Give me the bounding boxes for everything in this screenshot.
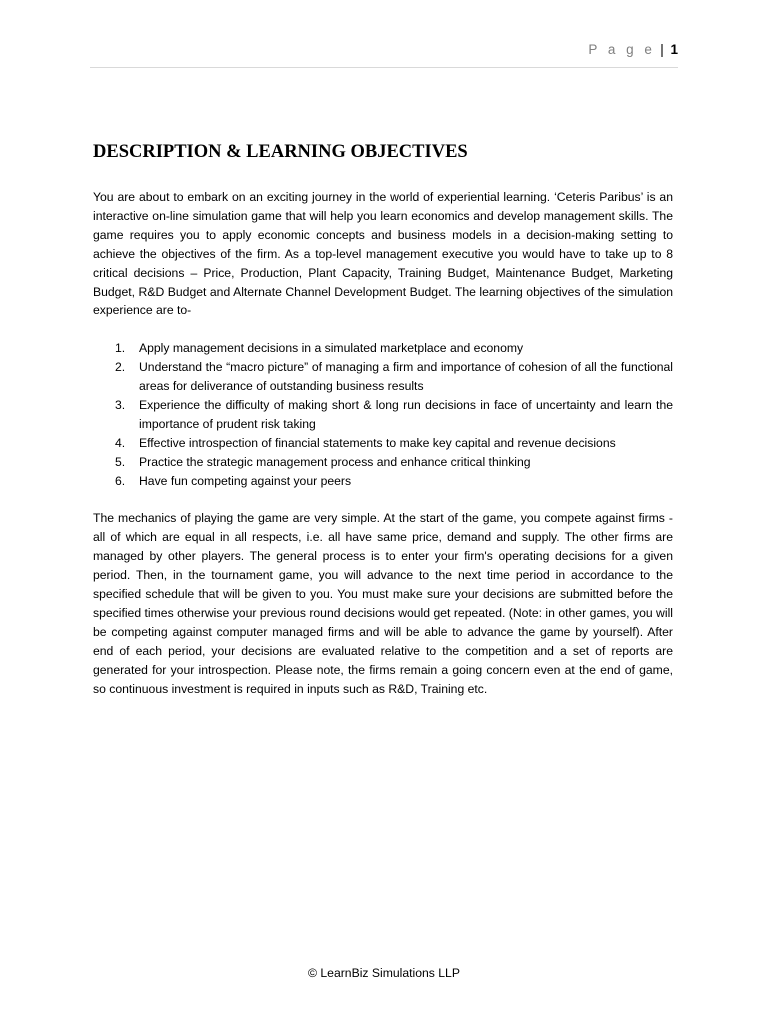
- objectives-list: [93, 339, 673, 490]
- intro-paragraph: You are about to embark on an exciting journey in the world of experiential learning. ‘Ceteris Paribus’ is an interactive on-line simulation game that will help you learn economics and develop management skills. The game requires you to apply economic concepts and business models in a decision-making setting to achieve the objectives of the firm. As a top-level management executive you would have to take up to 8 critical decisions – Price, Production, Plant Capacity, Training Budget, Maintenance Budget, Marketing Budget, R&D Budget and Alternate Channel Development Budget. The learning objectives of the simulation experience are to-: [93, 190, 673, 318]
- page-title: DESCRIPTION & LEARNING OBJECTIVES: [93, 142, 468, 162]
- objective-number: 1.: [115, 341, 126, 356]
- page-number: 1: [670, 42, 678, 57]
- objective-number: 6.: [115, 473, 126, 488]
- objective-item: [93, 358, 673, 396]
- header-separator: |: [660, 42, 664, 57]
- page-header: [90, 42, 678, 68]
- objective-item: [93, 434, 673, 453]
- mechanics-paragraph: The mechanics of playing the game are very simple. At the start of the game, you compete against firms - all of which are equal in all respects, i.e. all have same price, demand and supply. The other firms are managed by other players. The general process is to enter your firm's operating decisions for a given period. Then, in the tournament game, you will advance to the next time period in accordance to the specified schedule that will be given to you. You must make sure your decisions are submitted before the specified times otherwise your previous round decisions would get repeated. (Note: in other games, you will be competing against computer managed firms and will be able to advance the game by yourself). After end of each period, your decisions are evaluated relative to the competition and a set of reports are generated for your introspection. Please note, the firms remain a going concern even at the end of game, so continuous investment is required in inputs such as R&D, Training etc.: [93, 511, 673, 696]
- objective-number: 5.: [115, 454, 126, 469]
- document-body: [93, 188, 673, 698]
- objective-text: Apply management decisions in a simulated marketplace and economy: [139, 341, 524, 356]
- objective-text: Understand the “macro picture” of managing a firm and importance of cohesion of all the functional areas for deliverance of outstanding business results: [139, 360, 673, 394]
- objective-item: [93, 453, 673, 472]
- page-label: P a g e: [588, 42, 656, 57]
- page-footer: © LearnBiz Simulations LLP: [308, 966, 460, 980]
- objective-text: Have fun competing against your peers: [139, 473, 352, 488]
- objective-text: Practice the strategic management process and enhance critical thinking: [139, 454, 531, 469]
- objective-number: 4.: [115, 435, 126, 450]
- objective-text: Effective introspection of financial statements to make key capital and revenue decisions: [139, 435, 616, 450]
- objective-item: [93, 396, 673, 434]
- objective-number: 2.: [115, 360, 126, 375]
- objective-text: Experience the difficulty of making short & long run decisions in face of uncertainty and learn the importance of prudent risk taking: [139, 397, 673, 431]
- objective-item: [93, 339, 673, 358]
- objective-number: 3.: [115, 397, 126, 412]
- objective-item: [93, 472, 673, 491]
